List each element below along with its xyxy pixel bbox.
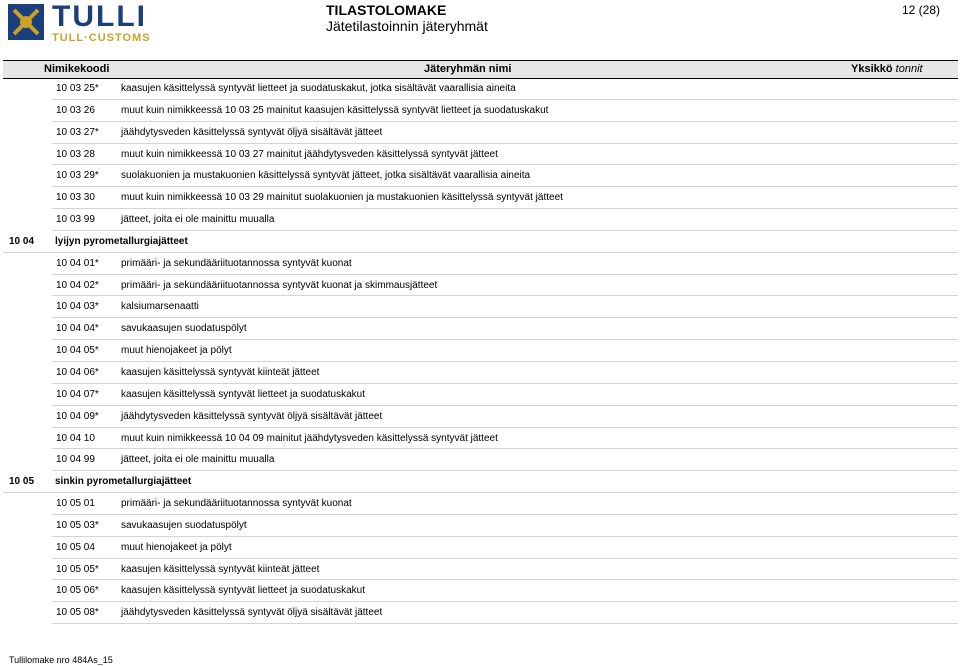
logo-subtitle: TULL·CUSTOMS — [52, 32, 151, 44]
row-code: 10 04 05* — [56, 345, 99, 357]
row-name: muut kuin nimikkeessä 10 04 09 mainitut jäähdytysveden käsittelyssä syntyvät jätteet — [121, 432, 498, 444]
page-number: 12 (28) — [901, 3, 940, 17]
row-code: 10 04 07* — [56, 388, 99, 400]
table-row — [0, 493, 960, 515]
table-row — [0, 515, 960, 537]
table-row — [0, 580, 960, 602]
row-name: kaasujen käsittelyssä syntyvät kiinteät jätteet — [121, 563, 320, 575]
row-code: 10 04 06* — [56, 366, 99, 378]
row-code: 10 04 01* — [56, 257, 99, 269]
row-name: kaasujen käsittelyssä syntyvät lietteet ja suodatuskakut, jotka sisältävät vaarallisia aineita — [121, 83, 516, 94]
row-code: 10 05 06* — [56, 585, 99, 597]
row-code: 10 03 28 — [56, 148, 95, 160]
table-row — [0, 296, 960, 318]
table-row — [0, 362, 960, 384]
column-header-code: Nimikekoodi — [44, 63, 110, 75]
table-row — [0, 253, 960, 275]
form-identifier: Tullilomake nro 484As_15 — [9, 655, 113, 665]
form-title: TILASTOLOMAKE — [326, 2, 447, 18]
row-code: 10 03 30 — [56, 192, 95, 204]
page-header — [0, 0, 960, 50]
row-name: kaasujen käsittelyssä syntyvät lietteet ja suodatuskakut — [121, 388, 366, 400]
row-name: sinkin pyrometallurgiajätteet — [55, 476, 192, 488]
row-name: kaasujen käsittelyssä syntyvät lietteet ja suodatuskakut — [121, 585, 366, 597]
table-row — [0, 187, 960, 209]
row-code: 10 04 — [9, 235, 35, 247]
tulli-emblem-icon — [8, 4, 44, 40]
row-code: 10 04 03* — [56, 301, 99, 313]
table-row — [0, 165, 960, 187]
row-code: 10 04 02* — [56, 279, 99, 291]
table-row — [0, 340, 960, 362]
row-divider — [52, 623, 958, 624]
row-name: muut hienojakeet ja pölyt — [121, 345, 232, 357]
row-name: primääri- ja sekundääriituotannossa syntyvät kuonat ja skimmausjätteet — [121, 279, 438, 291]
column-header-unit — [851, 63, 923, 75]
table-row — [0, 559, 960, 581]
row-code: 10 03 26 — [56, 104, 95, 116]
table-header — [3, 60, 958, 79]
table-row — [0, 406, 960, 428]
row-name: muut kuin nimikkeessä 10 03 27 mainitut jäähdytysveden käsittelyssä syntyvät jätteet — [121, 148, 498, 160]
table-row — [0, 318, 960, 340]
table-row — [0, 78, 960, 100]
row-name: primääri- ja sekundääriituotannossa syntyvät kuonat — [121, 257, 352, 269]
row-name: kaasujen käsittelyssä syntyvät kiinteät jätteet — [121, 366, 320, 378]
table-row — [0, 122, 960, 144]
row-code: 10 04 04* — [56, 323, 99, 335]
group-heading-row — [0, 231, 960, 253]
logo-wordmark: TULLI — [52, 0, 147, 33]
group-heading-row — [0, 471, 960, 493]
row-name: muut kuin nimikkeessä 10 03 29 mainitut suolakuonien ja mustakuonien käsittelyssä syntyvät jätteet — [121, 192, 563, 204]
table-row — [0, 384, 960, 406]
table-row — [0, 449, 960, 471]
row-name: muut hienojakeet ja pölyt — [121, 541, 232, 553]
table-row — [0, 144, 960, 166]
table-row — [0, 100, 960, 122]
row-name: jäähdytysveden käsittelyssä syntyvät öljyä sisältävät jätteet — [121, 607, 383, 619]
column-header-group-name: Jäteryhmän nimi — [424, 63, 512, 75]
unit-label: Yksikkö — [851, 63, 893, 75]
row-code: 10 05 05* — [56, 563, 99, 575]
row-code: 10 05 03* — [56, 519, 99, 531]
row-code: 10 05 04 — [56, 541, 95, 553]
row-code: 10 04 99 — [56, 454, 95, 466]
table-row — [0, 209, 960, 231]
row-name: savukaasujen suodatuspölyt — [121, 323, 247, 335]
row-name: savukaasujen suodatuspölyt — [121, 519, 247, 531]
row-name: lyijyn pyrometallurgiajätteet — [55, 235, 188, 247]
table-row — [0, 275, 960, 297]
row-name: kalsiumarsenaatti — [121, 301, 199, 313]
row-name: jätteet, joita ei ole mainittu muualla — [121, 454, 275, 466]
row-code: 10 04 10 — [56, 432, 95, 444]
row-name: jäähdytysveden käsittelyssä syntyvät öljyä sisältävät jätteet — [121, 126, 383, 138]
row-code: 10 05 — [9, 476, 35, 488]
row-name: jäähdytysveden käsittelyssä syntyvät öljyä sisältävät jätteet — [121, 410, 383, 422]
row-code: 10 05 01 — [56, 498, 95, 510]
row-name: jätteet, joita ei ole mainittu muualla — [121, 214, 275, 226]
table-row — [0, 428, 960, 450]
waste-group-table — [0, 78, 960, 624]
row-code: 10 03 29* — [56, 170, 99, 182]
row-code: 10 03 27* — [56, 126, 99, 138]
row-code: 10 05 08* — [56, 607, 99, 619]
row-code: 10 03 25* — [56, 83, 99, 94]
form-subtitle: Jätetilastoinnin jäteryhmät — [326, 18, 488, 34]
row-name: suolakuonien ja mustakuonien käsittelyssä syntyvät jätteet, jotka sisältävät vaarallisia aineita — [121, 170, 531, 182]
unit-value: tonnit — [895, 63, 923, 75]
row-name: muut kuin nimikkeessä 10 03 25 mainitut kaasujen käsittelyssä syntyvät lietteet ja suodatuskakut — [121, 104, 549, 116]
row-code: 10 04 09* — [56, 410, 99, 422]
table-row — [0, 602, 960, 624]
table-row — [0, 537, 960, 559]
row-code: 10 03 99 — [56, 214, 95, 226]
row-name: primääri- ja sekundääriituotannossa syntyvät kuonat — [121, 498, 352, 510]
